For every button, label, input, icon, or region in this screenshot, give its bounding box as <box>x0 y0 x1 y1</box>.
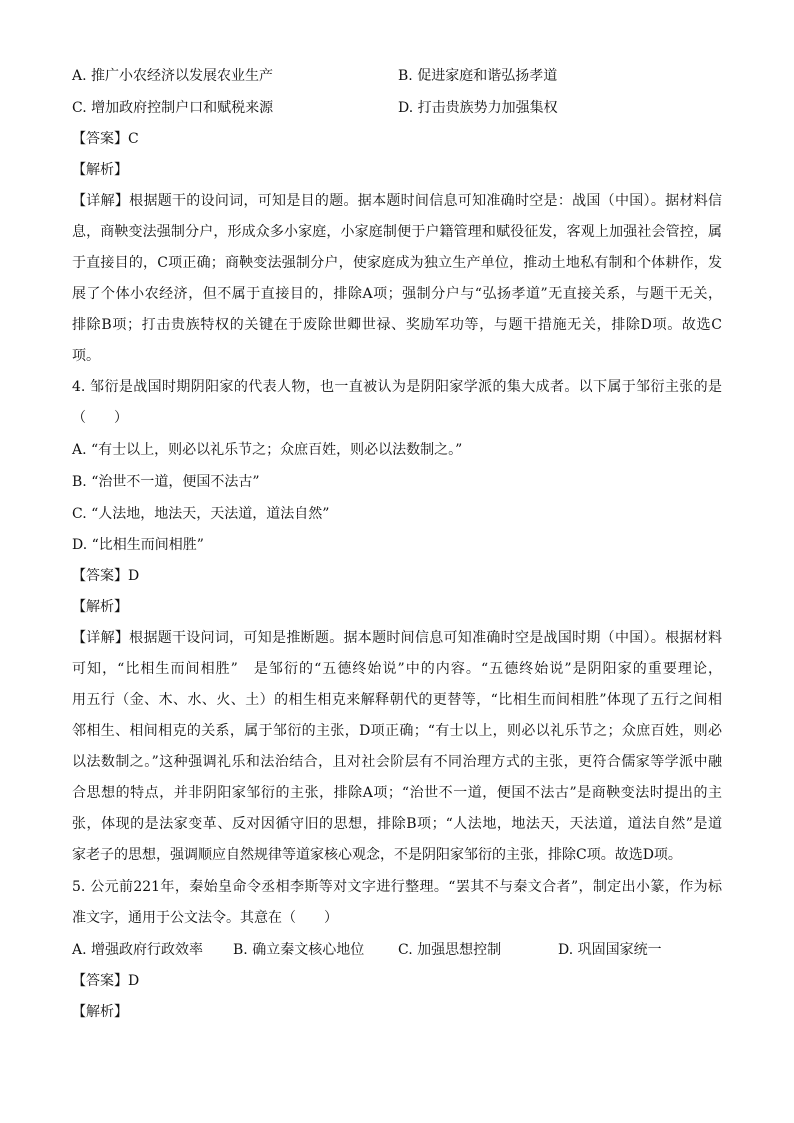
q4-option-c: C. “人法地，地法天，天法道，道法自然” <box>72 506 330 522</box>
q4-detail-line: 用五行（金、木、水、火、土）的相生相克来解释朝代的更替等，“比相生而间相胜”体现了五行之间相 <box>72 692 722 708</box>
q4-analysis-heading: 【解析】 <box>72 599 128 615</box>
q4-detail-line: 以法数制之。”这种强调礼乐和法治结合，且对社会阶层有不同治理方式的主张，更符合儒家等学派中融 <box>72 754 722 770</box>
q4-detail-line: 张，体现的是法家变革、反对因循守旧的思想，排除B项；“人法地，地法天，天法道，道法自然”是道 <box>72 816 722 832</box>
q5-option-c: C. 加强思想控制 <box>398 942 502 958</box>
q4-stem: 4. 邹衍是战国时期阴阳家的代表人物，也一直被认为是阴阳家学派的集大成者。以下属于邹衍主张的是 <box>72 379 722 395</box>
q3-detail-line: 项。 <box>72 348 100 364</box>
q3-analysis-heading: 【解析】 <box>72 162 128 178</box>
q4-detail-line: 可知，“比相生而间相胜” 是邹衍的“五德终始说”中的内容。“五德终始说”是阴阳家的重要理论， <box>72 661 722 677</box>
q3-option-d: D. 打击贵族势力加强集权 <box>398 100 558 116</box>
q4-detail-line: 合思想的特点，并非阴阳家邹衍的主张，排除A项；“治世不一道，便国不法古”是商鞅变法时提出的主 <box>72 785 722 801</box>
q3-detail-line: 于直接目的，C项正确；商鞅变法强制分户，使家庭成为独立生产单位，推动土地私有制和个体耕作，发 <box>72 255 722 271</box>
q5-stem: 5. 公元前221年，秦始皇命令丞相李斯等对文字进行整理。“罢其不与秦文合者”，制定出小篆，作为标 <box>72 879 722 895</box>
q4-option-b: B. “治世不一道，便国不法古” <box>72 474 260 490</box>
q5-analysis-heading: 【解析】 <box>72 1004 128 1020</box>
q4-stem-blank: （ ） <box>72 410 128 426</box>
q3-option-c: C. 增加政府控制户口和赋税来源 <box>72 100 274 116</box>
q3-detail-line: 【详解】根据题干的设问词，可知是目的题。据本题时间信息可知准确时空是：战国（中国）。据材料信 <box>72 193 722 209</box>
q4-answer: 【答案】D <box>72 568 140 584</box>
q5-option-b: B. 确立秦文核心地位 <box>233 942 365 958</box>
q3-detail-line: 展了个体小农经济，但不属于直接目的，排除A项；强制分户与“弘扬孝道”无直接关系，与题干无关， <box>72 286 722 302</box>
q4-detail-line: 邻相生、相间相克的关系，属于邹衍的主张，D项正确；“有士以上，则必以礼乐节之；众庶百姓，则必 <box>72 723 722 739</box>
q3-answer: 【答案】C <box>72 131 139 147</box>
q5-option-a: A. 增强政府行政效率 <box>72 942 204 958</box>
q5-option-d: D. 巩固国家统一 <box>558 942 662 958</box>
q3-detail-line: 息，商鞅变法强制分户，形成众多小家庭，小家庭制便于户籍管理和赋役征发，客观上加强社会管控，属 <box>72 224 722 240</box>
q5-stem: 准文字，通用于公文法令。其意在（ ） <box>72 910 338 926</box>
q4-detail-line: 【详解】根据题干设问词，可知是推断题。据本题时间信息可知准确时空是战国时期（中国）。根据材料 <box>72 630 722 646</box>
q3-option-b: B. 促进家庭和谐弘扬孝道 <box>398 68 558 84</box>
q4-detail-line: 家老子的思想，强调顺应自然规律等道家核心观念，不是阴阳家邹衍的主张，排除C项。故选D项。 <box>72 847 682 863</box>
q3-option-a: A. 推广小农经济以发展农业生产 <box>72 68 274 84</box>
q4-option-a: A. “有士以上，则必以礼乐节之；众庶百姓，则必以法数制之。” <box>72 442 463 458</box>
q5-answer: 【答案】D <box>72 973 140 989</box>
q4-option-d: D. “比相生而间相胜” <box>72 537 204 553</box>
q3-detail-line: 排除B项；打击贵族特权的关键在于废除世卿世禄、奖励军功等，与题干措施无关，排除D项。故选C <box>72 317 722 333</box>
